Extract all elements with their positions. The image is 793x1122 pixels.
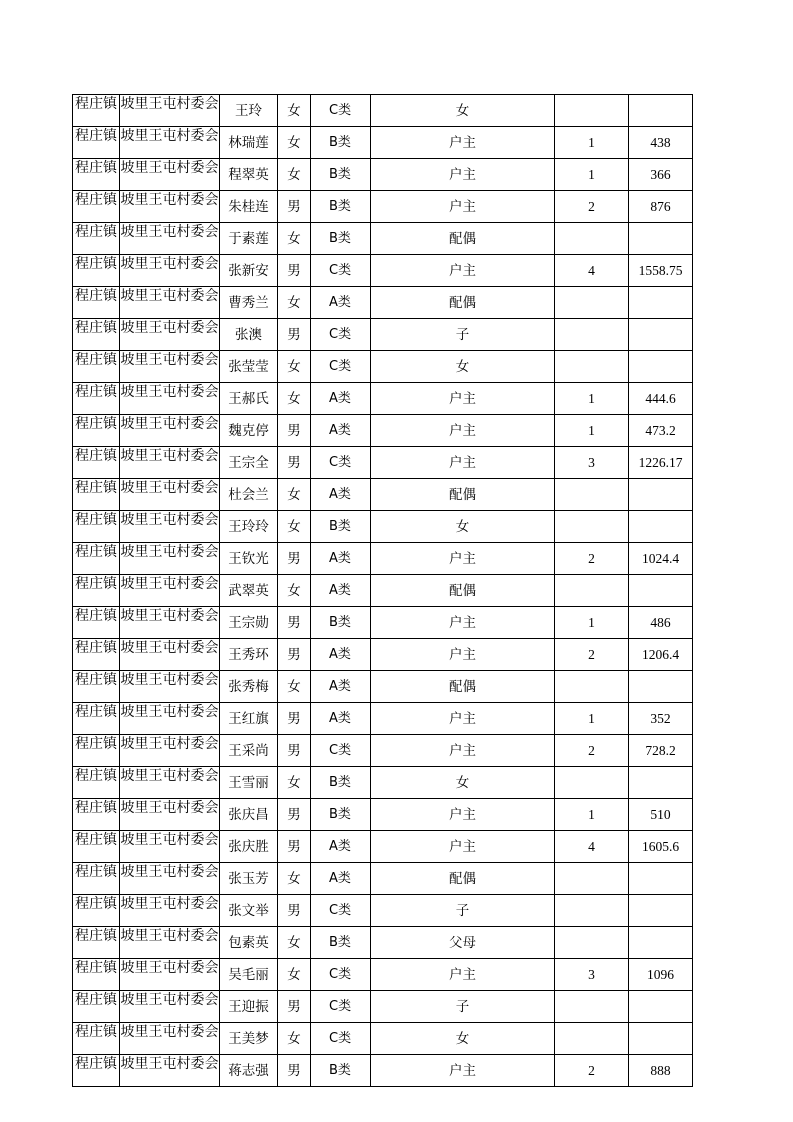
table-row [73,287,693,319]
name-cell: 张文举 [220,895,278,927]
town-cell: 程庄镇 [73,703,120,735]
gender-cell: 男 [278,639,311,671]
gender-cell: 女 [278,863,311,895]
household-count-cell: 1 [555,127,629,159]
category-cell: C类 [311,895,371,927]
committee-cell: 坡里王屯村委会 [120,287,220,319]
table-row [73,1023,693,1055]
town-cell: 程庄镇 [73,287,120,319]
household-count-cell: 2 [555,639,629,671]
name-cell: 朱桂连 [220,191,278,223]
gender-cell: 女 [278,671,311,703]
household-count-cell [555,351,629,383]
town-cell: 程庄镇 [73,991,120,1023]
town-cell: 程庄镇 [73,255,120,287]
committee-cell: 坡里王屯村委会 [120,255,220,287]
amount-cell [629,351,693,383]
category-cell: B类 [311,767,371,799]
table-row [73,639,693,671]
table-row [73,479,693,511]
relation-cell: 配偶 [371,575,555,607]
relation-cell: 父母 [371,927,555,959]
committee-cell: 坡里王屯村委会 [120,831,220,863]
table-row [73,127,693,159]
town-cell: 程庄镇 [73,831,120,863]
committee-cell: 坡里王屯村委会 [120,127,220,159]
relation-cell: 子 [371,319,555,351]
town-cell: 程庄镇 [73,735,120,767]
relation-cell: 户主 [371,1055,555,1087]
relation-cell: 户主 [371,735,555,767]
category-cell: A类 [311,383,371,415]
town-cell: 程庄镇 [73,447,120,479]
table-row [73,863,693,895]
amount-cell [629,95,693,127]
household-count-cell: 1 [555,383,629,415]
name-cell: 王美梦 [220,1023,278,1055]
name-cell: 魏克停 [220,415,278,447]
amount-cell [629,767,693,799]
category-cell: C类 [311,351,371,383]
town-cell: 程庄镇 [73,639,120,671]
relation-cell: 户主 [371,799,555,831]
town-cell: 程庄镇 [73,799,120,831]
committee-cell: 坡里王屯村委会 [120,543,220,575]
category-cell: A类 [311,703,371,735]
name-cell: 林瑞莲 [220,127,278,159]
table-row [73,735,693,767]
table-row [73,927,693,959]
gender-cell: 女 [278,1023,311,1055]
gender-cell: 女 [278,159,311,191]
committee-cell: 坡里王屯村委会 [120,767,220,799]
town-cell: 程庄镇 [73,415,120,447]
committee-cell: 坡里王屯村委会 [120,671,220,703]
category-cell: B类 [311,927,371,959]
relation-cell: 户主 [371,703,555,735]
table-row [73,607,693,639]
town-cell: 程庄镇 [73,767,120,799]
committee-cell: 坡里王屯村委会 [120,191,220,223]
gender-cell: 男 [278,607,311,639]
gender-cell: 男 [278,415,311,447]
roster-table [72,94,693,1087]
amount-cell: 486 [629,607,693,639]
table-row [73,895,693,927]
name-cell: 张庆胜 [220,831,278,863]
household-count-cell [555,863,629,895]
category-cell: B类 [311,127,371,159]
amount-cell [629,287,693,319]
name-cell: 王宗全 [220,447,278,479]
table-row [73,383,693,415]
table-row [73,703,693,735]
category-cell: A类 [311,575,371,607]
household-count-cell: 2 [555,735,629,767]
name-cell: 张庆昌 [220,799,278,831]
name-cell: 包素英 [220,927,278,959]
relation-cell: 配偶 [371,671,555,703]
table-row [73,767,693,799]
amount-cell: 1605.6 [629,831,693,863]
name-cell: 杜会兰 [220,479,278,511]
name-cell: 王郝氏 [220,383,278,415]
household-count-cell: 1 [555,159,629,191]
household-count-cell [555,95,629,127]
committee-cell: 坡里王屯村委会 [120,223,220,255]
gender-cell: 男 [278,191,311,223]
household-count-cell [555,575,629,607]
amount-cell [629,511,693,543]
committee-cell: 坡里王屯村委会 [120,991,220,1023]
household-count-cell [555,991,629,1023]
committee-cell: 坡里王屯村委会 [120,511,220,543]
committee-cell: 坡里王屯村委会 [120,703,220,735]
committee-cell: 坡里王屯村委会 [120,895,220,927]
amount-cell [629,479,693,511]
gender-cell: 男 [278,831,311,863]
category-cell: B类 [311,159,371,191]
relation-cell: 户主 [371,959,555,991]
town-cell: 程庄镇 [73,479,120,511]
category-cell: A类 [311,415,371,447]
table-row [73,1055,693,1087]
category-cell: A类 [311,287,371,319]
category-cell: C类 [311,991,371,1023]
gender-cell: 男 [278,895,311,927]
name-cell: 王玲玲 [220,511,278,543]
table-row [73,831,693,863]
category-cell: B类 [311,607,371,639]
relation-cell: 配偶 [371,223,555,255]
relation-cell: 配偶 [371,479,555,511]
relation-cell: 子 [371,991,555,1023]
relation-cell: 户主 [371,415,555,447]
committee-cell: 坡里王屯村委会 [120,415,220,447]
household-count-cell: 1 [555,703,629,735]
name-cell: 王红旗 [220,703,278,735]
committee-cell: 坡里王屯村委会 [120,607,220,639]
name-cell: 于素莲 [220,223,278,255]
category-cell: B类 [311,1055,371,1087]
roster-body [73,95,693,1087]
committee-cell: 坡里王屯村委会 [120,1055,220,1087]
committee-cell: 坡里王屯村委会 [120,351,220,383]
relation-cell: 女 [371,511,555,543]
category-cell: C类 [311,1023,371,1055]
town-cell: 程庄镇 [73,223,120,255]
household-count-cell [555,671,629,703]
amount-cell [629,223,693,255]
category-cell: C类 [311,319,371,351]
committee-cell: 坡里王屯村委会 [120,95,220,127]
amount-cell [629,1023,693,1055]
gender-cell: 男 [278,703,311,735]
category-cell: A类 [311,671,371,703]
gender-cell: 女 [278,927,311,959]
town-cell: 程庄镇 [73,863,120,895]
town-cell: 程庄镇 [73,575,120,607]
amount-cell: 1206.4 [629,639,693,671]
category-cell: C类 [311,95,371,127]
amount-cell: 510 [629,799,693,831]
relation-cell: 户主 [371,543,555,575]
household-count-cell: 1 [555,799,629,831]
town-cell: 程庄镇 [73,95,120,127]
town-cell: 程庄镇 [73,927,120,959]
table-row [73,191,693,223]
relation-cell: 子 [371,895,555,927]
town-cell: 程庄镇 [73,1023,120,1055]
gender-cell: 男 [278,319,311,351]
household-count-cell [555,767,629,799]
name-cell: 张澳 [220,319,278,351]
gender-cell: 男 [278,1055,311,1087]
town-cell: 程庄镇 [73,191,120,223]
relation-cell: 户主 [371,383,555,415]
household-count-cell: 2 [555,191,629,223]
table-row [73,543,693,575]
relation-cell: 女 [371,351,555,383]
committee-cell: 坡里王屯村委会 [120,863,220,895]
category-cell: B类 [311,511,371,543]
name-cell: 程翠英 [220,159,278,191]
name-cell: 武翠英 [220,575,278,607]
committee-cell: 坡里王屯村委会 [120,799,220,831]
relation-cell: 户主 [371,607,555,639]
town-cell: 程庄镇 [73,671,120,703]
household-count-cell: 4 [555,255,629,287]
town-cell: 程庄镇 [73,959,120,991]
gender-cell: 男 [278,255,311,287]
committee-cell: 坡里王屯村委会 [120,1023,220,1055]
town-cell: 程庄镇 [73,383,120,415]
amount-cell [629,671,693,703]
amount-cell: 1096 [629,959,693,991]
relation-cell: 户主 [371,191,555,223]
name-cell: 张莹莹 [220,351,278,383]
committee-cell: 坡里王屯村委会 [120,575,220,607]
table-row [73,319,693,351]
name-cell: 王迎振 [220,991,278,1023]
household-count-cell [555,927,629,959]
category-cell: A类 [311,479,371,511]
relation-cell: 配偶 [371,863,555,895]
town-cell: 程庄镇 [73,895,120,927]
town-cell: 程庄镇 [73,511,120,543]
amount-cell [629,863,693,895]
committee-cell: 坡里王屯村委会 [120,319,220,351]
relation-cell: 户主 [371,831,555,863]
table-row [73,255,693,287]
table-row [73,415,693,447]
household-count-cell: 1 [555,607,629,639]
household-count-cell [555,895,629,927]
name-cell: 曹秀兰 [220,287,278,319]
household-count-cell: 2 [555,1055,629,1087]
name-cell: 王雪丽 [220,767,278,799]
committee-cell: 坡里王屯村委会 [120,639,220,671]
category-cell: C类 [311,735,371,767]
relation-cell: 户主 [371,127,555,159]
household-count-cell [555,1023,629,1055]
relation-cell: 女 [371,95,555,127]
category-cell: B类 [311,191,371,223]
table-row [73,511,693,543]
gender-cell: 男 [278,799,311,831]
relation-cell: 户主 [371,255,555,287]
household-count-cell [555,511,629,543]
amount-cell: 1024.4 [629,543,693,575]
amount-cell [629,927,693,959]
name-cell: 张玉芳 [220,863,278,895]
name-cell: 张新安 [220,255,278,287]
committee-cell: 坡里王屯村委会 [120,479,220,511]
relation-cell: 女 [371,1023,555,1055]
name-cell: 王采尚 [220,735,278,767]
table-row [73,223,693,255]
amount-cell: 1226.17 [629,447,693,479]
table-row [73,95,693,127]
relation-cell: 户主 [371,447,555,479]
gender-cell: 女 [278,511,311,543]
gender-cell: 男 [278,735,311,767]
household-count-cell: 3 [555,447,629,479]
household-count-cell: 2 [555,543,629,575]
committee-cell: 坡里王屯村委会 [120,927,220,959]
gender-cell: 女 [278,767,311,799]
category-cell: C类 [311,447,371,479]
town-cell: 程庄镇 [73,607,120,639]
amount-cell: 473.2 [629,415,693,447]
table-row [73,959,693,991]
amount-cell: 728.2 [629,735,693,767]
town-cell: 程庄镇 [73,543,120,575]
committee-cell: 坡里王屯村委会 [120,959,220,991]
gender-cell: 男 [278,991,311,1023]
table-row [73,991,693,1023]
category-cell: B类 [311,223,371,255]
name-cell: 吴毛丽 [220,959,278,991]
amount-cell [629,895,693,927]
relation-cell: 户主 [371,639,555,671]
town-cell: 程庄镇 [73,159,120,191]
amount-cell: 888 [629,1055,693,1087]
amount-cell [629,319,693,351]
gender-cell: 女 [278,287,311,319]
name-cell: 王宗勋 [220,607,278,639]
gender-cell: 男 [278,447,311,479]
household-count-cell [555,287,629,319]
name-cell: 蒋志强 [220,1055,278,1087]
amount-cell: 352 [629,703,693,735]
gender-cell: 男 [278,543,311,575]
committee-cell: 坡里王屯村委会 [120,447,220,479]
relation-cell: 女 [371,767,555,799]
amount-cell: 444.6 [629,383,693,415]
name-cell: 王秀环 [220,639,278,671]
town-cell: 程庄镇 [73,351,120,383]
category-cell: A类 [311,831,371,863]
table-row [73,671,693,703]
amount-cell: 438 [629,127,693,159]
household-count-cell [555,223,629,255]
amount-cell: 1558.75 [629,255,693,287]
gender-cell: 女 [278,479,311,511]
relation-cell: 配偶 [371,287,555,319]
town-cell: 程庄镇 [73,1055,120,1087]
name-cell: 张秀梅 [220,671,278,703]
table-row [73,799,693,831]
relation-cell: 户主 [371,159,555,191]
amount-cell: 366 [629,159,693,191]
category-cell: C类 [311,255,371,287]
town-cell: 程庄镇 [73,319,120,351]
household-count-cell [555,479,629,511]
committee-cell: 坡里王屯村委会 [120,383,220,415]
amount-cell [629,991,693,1023]
category-cell: B类 [311,799,371,831]
household-count-cell [555,319,629,351]
gender-cell: 女 [278,95,311,127]
gender-cell: 女 [278,383,311,415]
table-row [73,159,693,191]
gender-cell: 女 [278,223,311,255]
gender-cell: 女 [278,575,311,607]
table-row [73,575,693,607]
table-row [73,351,693,383]
committee-cell: 坡里王屯村委会 [120,159,220,191]
name-cell: 王钦光 [220,543,278,575]
gender-cell: 女 [278,351,311,383]
gender-cell: 女 [278,127,311,159]
category-cell: A类 [311,863,371,895]
town-cell: 程庄镇 [73,127,120,159]
table-row [73,447,693,479]
household-count-cell: 3 [555,959,629,991]
committee-cell: 坡里王屯村委会 [120,735,220,767]
name-cell: 王玲 [220,95,278,127]
household-count-cell: 4 [555,831,629,863]
category-cell: A类 [311,543,371,575]
amount-cell: 876 [629,191,693,223]
category-cell: C类 [311,959,371,991]
gender-cell: 女 [278,959,311,991]
amount-cell [629,575,693,607]
category-cell: A类 [311,639,371,671]
household-count-cell: 1 [555,415,629,447]
